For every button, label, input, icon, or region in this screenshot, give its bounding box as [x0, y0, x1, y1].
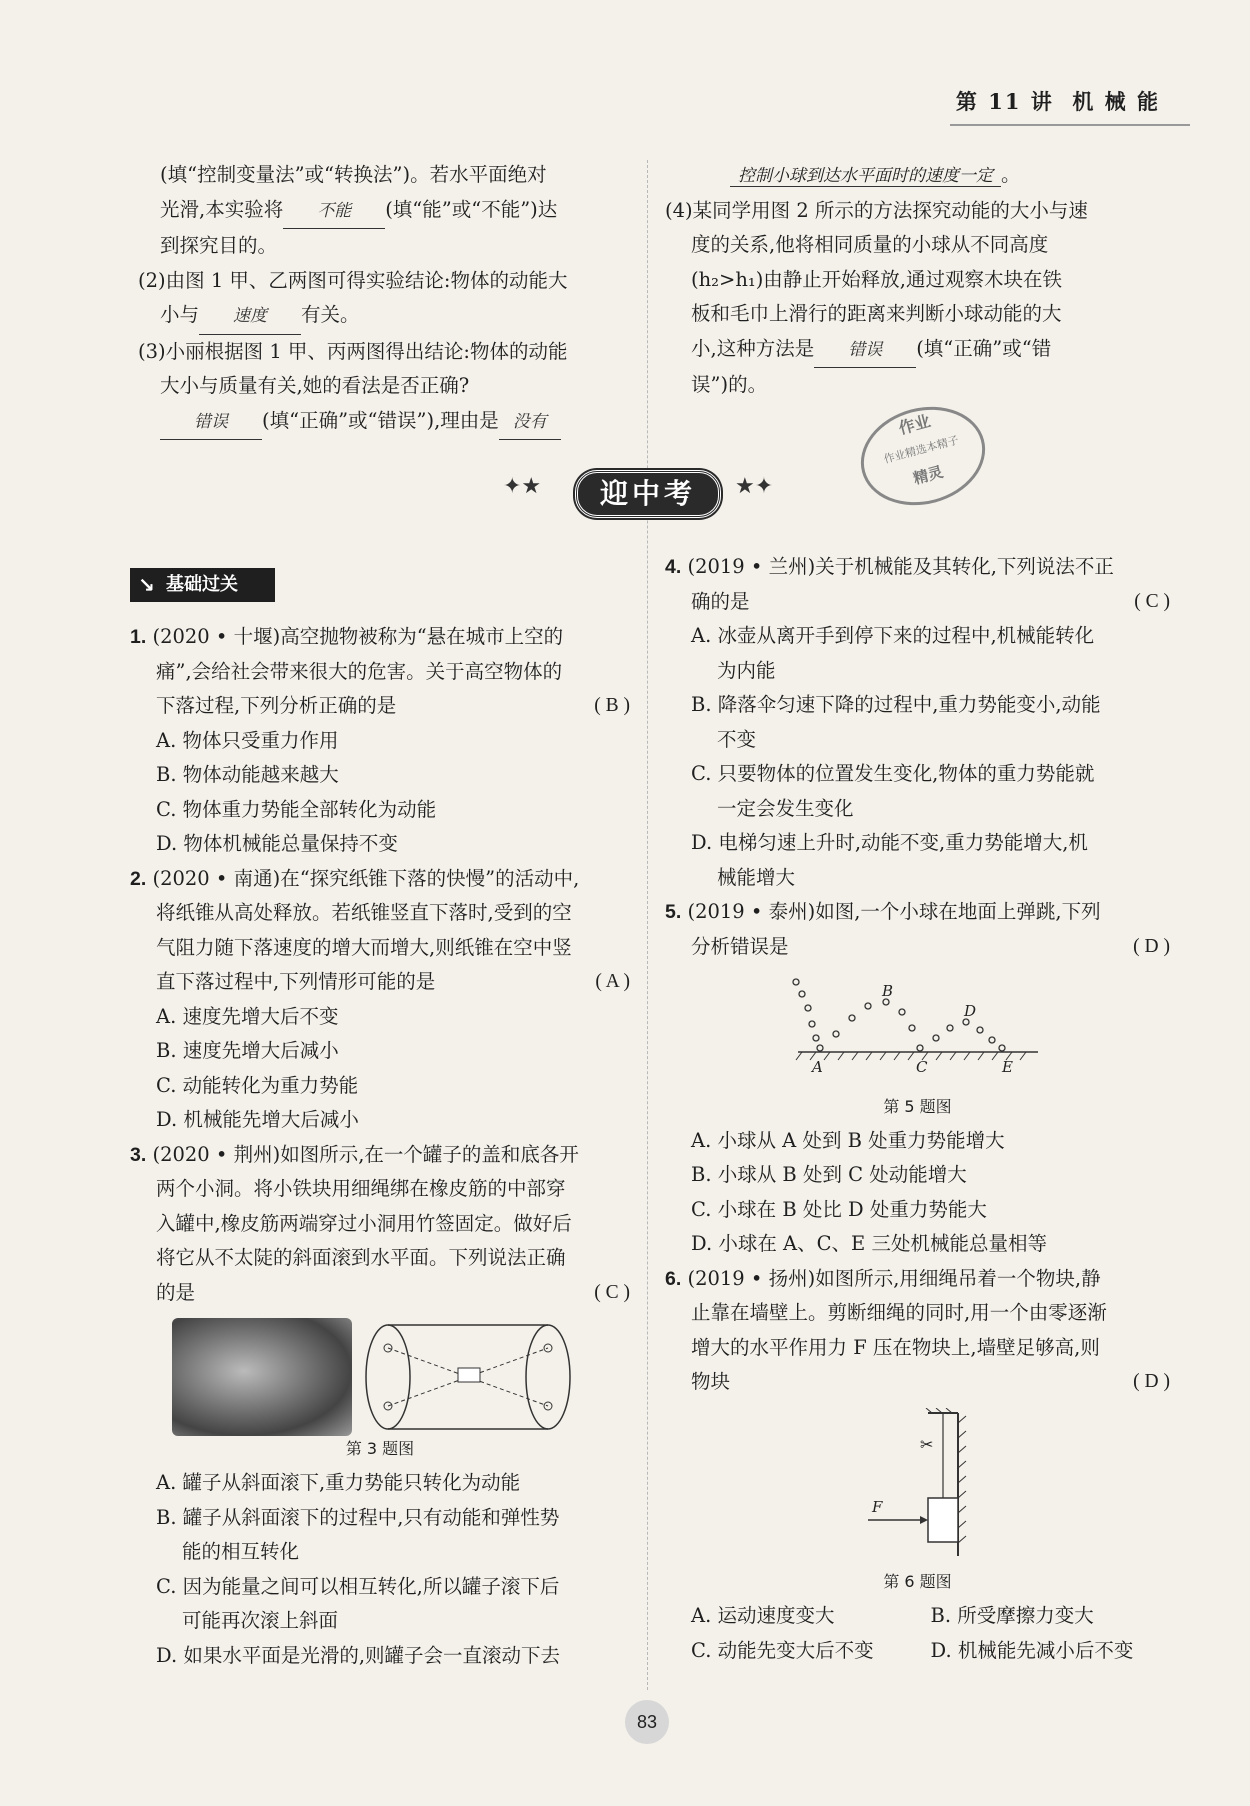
answer-fill: 不能 [283, 194, 385, 230]
question-2: 2. (2020 • 南通)在“探究纸锥下落的快慢”的活动中, 将纸锥从高处释放。若纸锥竖直下落时,受到的空 气阻力随下落速度的增大而增大,则纸锥在空中竖 直下落过程中,下列情形可能的是 ( A ) A. 速度先增大后不变 B. 速度先增大后减小 C. 动能转化为重力势能 D. 机械能先增大后减小 [130, 862, 630, 1138]
text-line: (3)小丽根据图 1 甲、丙两图得出结论:物体的动能 [138, 339, 568, 363]
can-diagram [358, 1318, 588, 1436]
section-banner [495, 468, 795, 516]
text-line: 控制小球到达水平面时的速度一定 。 [665, 158, 1170, 194]
option: 械能增大 [717, 865, 796, 889]
option: 能的相互转化 [182, 1540, 300, 1563]
page-header [956, 86, 1160, 116]
option: D. 机械能先增大后减小 [156, 1108, 359, 1131]
bounce-diagram [788, 972, 1048, 1082]
header-rule [950, 124, 1190, 126]
figure-caption: 第 5 题图 [883, 1096, 952, 1116]
option: 不变 [717, 727, 757, 751]
option: B. 物体动能越来越大 [156, 763, 339, 786]
point-label-b: B [881, 982, 893, 1000]
page-number: 83 [625, 1700, 669, 1744]
answer-mark: ( D ) [1133, 935, 1170, 957]
text-line: 到探究目的。 [160, 234, 278, 257]
option-row [665, 1634, 1170, 1669]
answer-fill: 错误 [160, 405, 262, 441]
option: 一定会发生变化 [717, 796, 854, 820]
option: C. 动能转化为重力势能 [156, 1073, 359, 1097]
option: A. 物体只受重力作用 [156, 728, 339, 752]
answer-fill: 速度 [199, 299, 301, 335]
text-line: 误”)的。 [691, 373, 768, 396]
option: A. 冰壶从离开手到停下来的过程中,机械能转化 [691, 624, 1095, 647]
point-label-c: C [915, 1058, 927, 1076]
question-4: 4. (2019 • 兰州)关于机械能及其转化,下列说法不正 确的是 ( C ) A. 冰壶从离开手到停下来的过程中,机械能转化 为内能 B. 降落伞匀速下降的过程中,重力势能变小,动能 不变 C. 只要物体的位置发生变化,物体的重力势能就 一定会发生变化 D. 电梯匀速上升时,动能不变,重力势能增大,机 械能增大 [665, 550, 1170, 895]
lecture-topic: 机 械 能 [1072, 89, 1160, 114]
option: C. 小球在 B 处比 D 处重力势能大 [691, 1197, 987, 1221]
figure-5 [665, 972, 1170, 1120]
option: D. 机械能先减小后不变 [930, 1638, 1134, 1662]
text-line: (4)某同学用图 2 所示的方法探究动能的大小与速 [665, 198, 1088, 222]
text-line: (2)由图 1 甲、乙两图可得实验结论:物体的动能大 [138, 268, 568, 292]
answer-mark: ( C ) [594, 1281, 630, 1303]
option: C. 物体重力势能全部转化为动能 [156, 797, 437, 821]
wall-block-diagram [848, 1408, 988, 1558]
option: A. 小球从 A 处到 B 处重力势能增大 [691, 1128, 1005, 1152]
can-photo [172, 1318, 352, 1436]
right-top-block [665, 158, 1170, 403]
figure-caption: 第 3 题图 [345, 1439, 415, 1458]
option: D. 如果水平面是光滑的,则罐子会一直滚动下去 [156, 1643, 561, 1667]
question-5: 5. (2019 • 泰州)如图,一个小球在地面上弹跳,下列 分析错误是 ( D ) A B C D E 第 5 题图 A. 小球从 A 处到 B 处重力势能增大 B. 小球从 B 处到 C 处动能增大 C. 小球在 B 处比 D 处重力势能大 D. 小球在 A、C、E 三处机械能总量相等 [665, 895, 1170, 1262]
left-questions [130, 620, 630, 1673]
right-questions [665, 550, 1170, 1668]
point-label-a: A [811, 1058, 823, 1076]
text-line: (填“控制变量法”或“转换法”)。若水平面绝对 [160, 163, 547, 186]
option: B. 所受摩擦力变大 [930, 1604, 1094, 1627]
banner-title: 迎中考 [575, 470, 721, 518]
section-tag: ↘ 基础过关 [130, 568, 275, 602]
text-line: 错误 (填“正确”或“错误”),理由是 没有 [160, 404, 630, 441]
answer-mark: ( B ) [594, 695, 630, 716]
force-label: F [871, 1497, 882, 1516]
point-label-e: E [1001, 1058, 1013, 1076]
option: A. 罐子从斜面滚下,重力势能只转化为动能 [156, 1471, 521, 1494]
figure-6 [665, 1408, 1170, 1596]
option: C. 动能先变大后不变 [691, 1638, 874, 1662]
option: D. 物体机械能总量保持不变 [156, 832, 398, 855]
option: B. 小球从 B 处到 C 处动能增大 [691, 1163, 967, 1186]
question-1: 1. (2020 • 十堰)高空抛物被称为“悬在城市上空的 痛”,会给社会带来很大的危害。关于高空物体的 下落过程,下列分析正确的是 ( B ) A. 物体只受重力作用 B. 物体动能越来越大 C. 物体重力势能全部转化为动能 D. 物体机械能总量保持不变 [130, 620, 630, 862]
stamp: 作业 作业精选本精子 精灵 [850, 393, 997, 518]
text-line: 小,这种方法是 错误 (填“正确”或“错 [665, 332, 1170, 369]
question-3: 3. (2020 • 荆州)如图所示,在一个罐子的盖和底各开 两个小洞。将小铁块用细绳绑在橡皮筋的中部穿 入罐中,橡皮筋两端穿过小洞用竹签固定。做好后 将它从不太陡的斜面滚到水平面。下列说法正确 的是 ( C ) 第 3 题图 A. 罐子从斜面滚下,重力势能只转化为动能 B. 罐子从斜面滚下的过程中,只有动能和弹性势 能的相互转化 C. 因为能量之间可以相互转化,所以罐子滚下后 可能再次滚上斜面 D. 如果水平面是光滑的,则罐子会一直滚动下去 [130, 1138, 630, 1674]
option: A. 运动速度变大 [691, 1604, 835, 1627]
text-line: 大小与质量有关,她的看法是否正确? [160, 374, 470, 397]
figure-caption: 第 6 题图 [883, 1572, 952, 1591]
option: 可能再次滚上斜面 [182, 1609, 339, 1632]
column-divider [647, 160, 648, 1690]
left-top-block [138, 158, 630, 440]
text-line: 光滑,本实验将 不能 (填“能”或“不能”)达 [160, 193, 630, 230]
answer-mark: ( D ) [1133, 1371, 1170, 1392]
text-line: 小与 速度 有关。 [160, 298, 630, 335]
option: D. 电梯匀速上升时,动能不变,重力势能增大,机 [691, 831, 1088, 854]
figure-3 [130, 1318, 630, 1462]
answer-mark: ( A ) [595, 971, 630, 992]
answer-mark: ( C ) [1134, 590, 1170, 612]
text-line: 度的关系,他将相同质量的小球从不同高度 [691, 233, 1049, 256]
option: A. 速度先增大后不变 [156, 1004, 339, 1028]
point-label-d: D [963, 1002, 976, 1020]
option: C. 因为能量之间可以相互转化,所以罐子滚下后 [156, 1574, 560, 1598]
answer-fill: 错误 [814, 333, 916, 369]
answer-fill: 没有 [499, 405, 561, 441]
option: B. 罐子从斜面滚下的过程中,只有动能和弹性势 [156, 1505, 560, 1529]
text-line: (h₂>h₁)由静止开始释放,通过观察木块在铁 [691, 267, 1063, 291]
lecture-number: 第 11 讲 [955, 89, 1054, 114]
option: 为内能 [717, 658, 776, 682]
scissors-icon: ✂ [919, 1434, 933, 1454]
option: B. 降落伞匀速下降的过程中,重力势能变小,动能 [691, 693, 1101, 716]
option-row [665, 1599, 1170, 1634]
answer-fill: 控制小球到达水平面时的速度一定 [730, 166, 1001, 187]
question-6: 6. (2019 • 扬州)如图所示,用细绳吊着一个物块,静 止靠在墙壁上。剪断细绳的同时,用一个由零逐渐 增大的水平作用力 F 压在物块上,墙壁足够高,则 物块 ( D ) ✂ F 第 6 题图 A. 运动速度变大 B. 所受摩擦力变大 C. 动能先变大后不变 D. 机械能先减小后不变 [665, 1262, 1170, 1669]
option: D. 小球在 A、C、E 三处机械能总量相等 [691, 1232, 1047, 1255]
option: C. 只要物体的位置发生变化,物体的重力势能就 [691, 762, 1095, 785]
arrow-icon: ↘ [138, 573, 155, 597]
text-line: 板和毛巾上滑行的距离来判断小球动能的大 [691, 302, 1062, 325]
option: B. 速度先增大后减小 [156, 1039, 339, 1062]
star-icon: ★✦ [735, 474, 774, 499]
star-icon: ✦★ [503, 474, 542, 499]
